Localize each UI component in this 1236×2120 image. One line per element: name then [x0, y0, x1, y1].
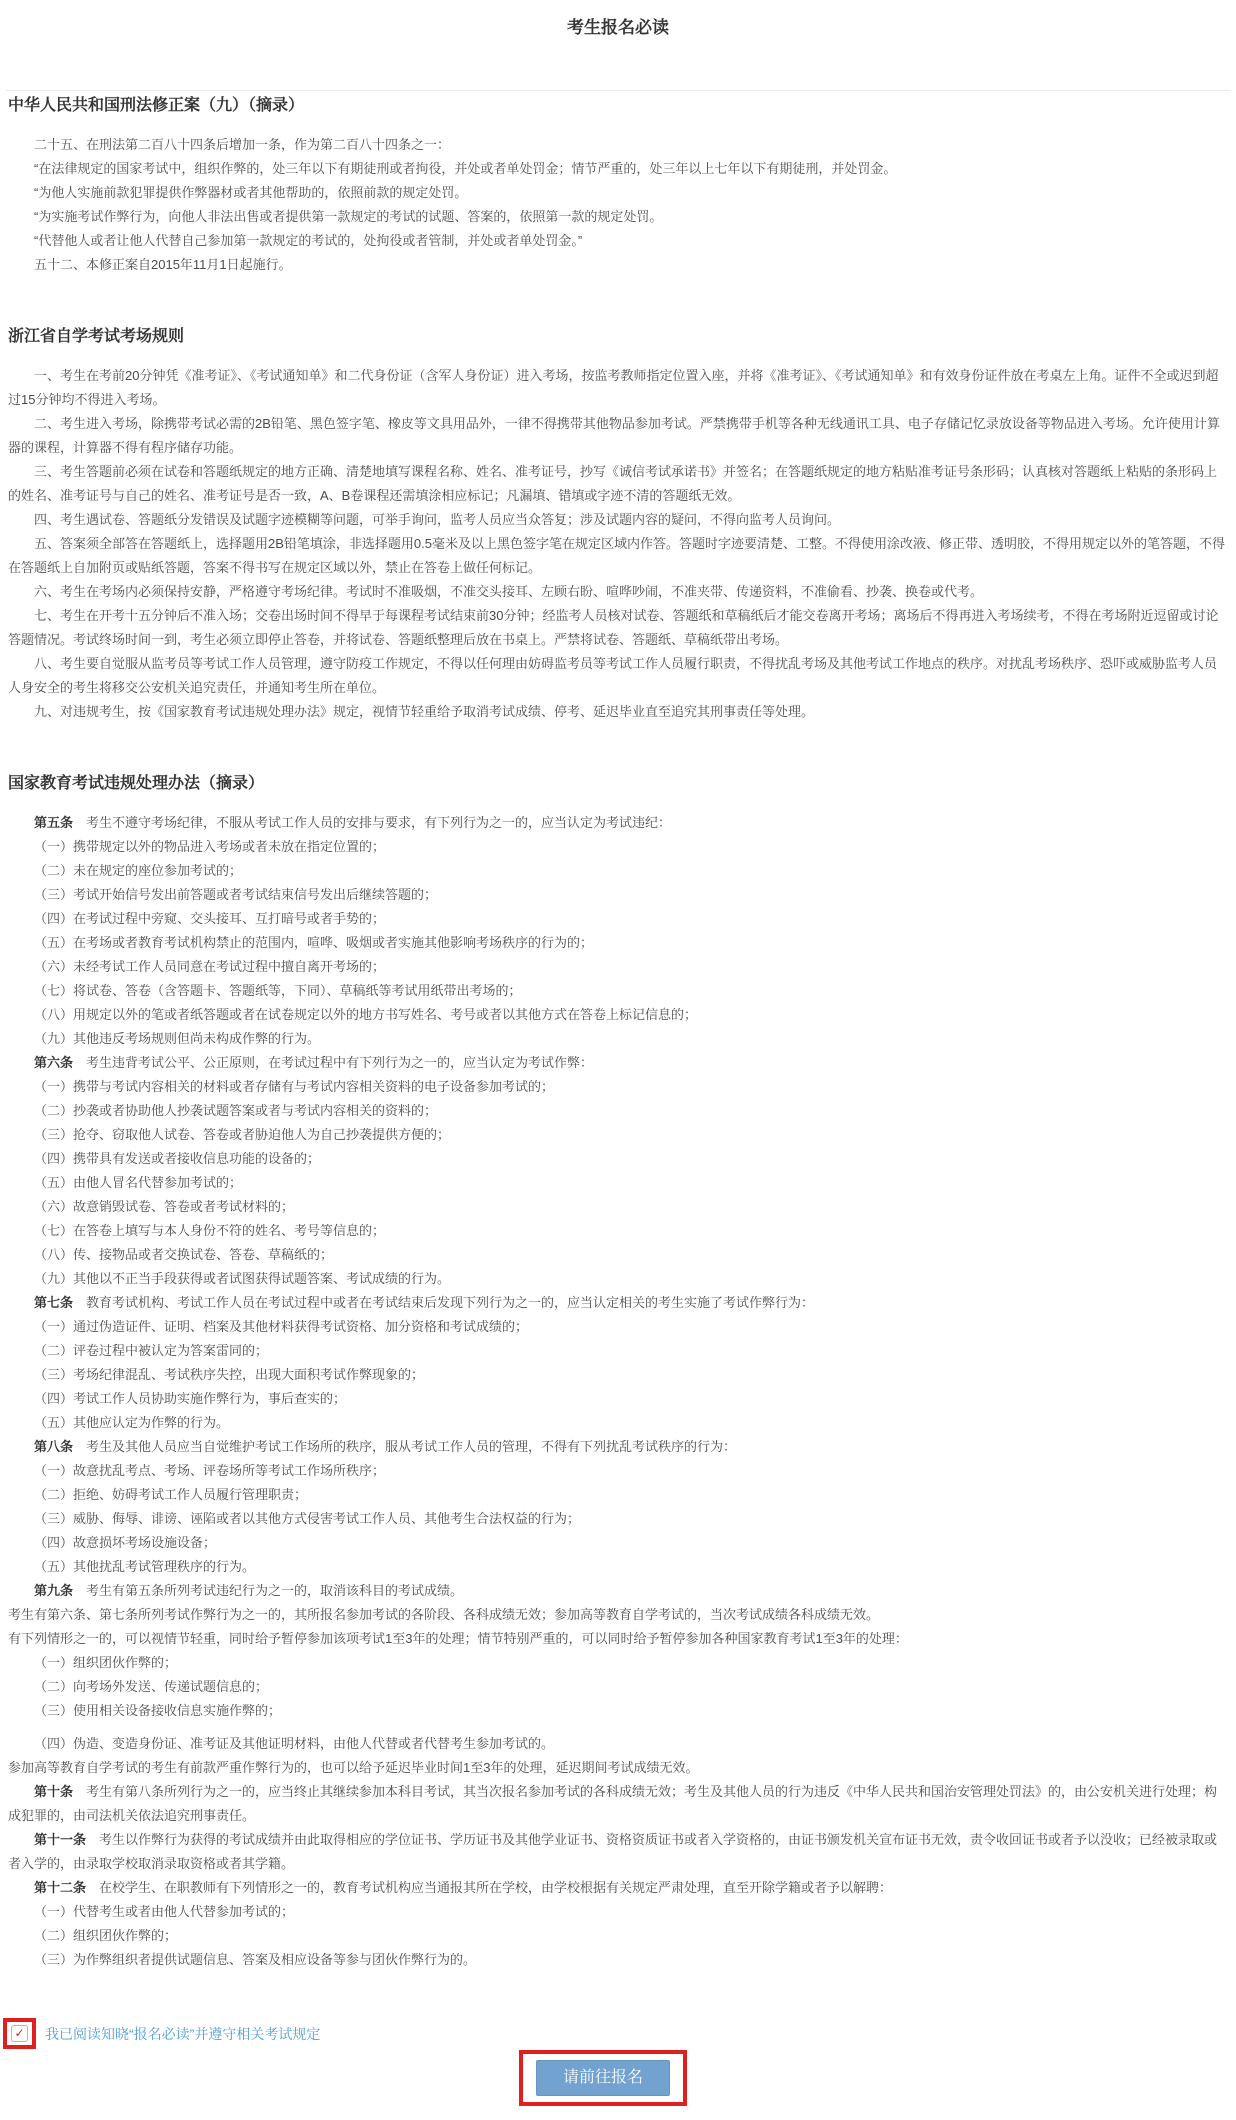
paragraph: （四）伪造、变造身份证、准考证及其他证明材料，由他人代替或者代替考生参加考试的。 — [34, 1736, 555, 1751]
article-number: 第七条 — [34, 1295, 74, 1310]
paragraph: 五、答案须全部答在答题纸上，选择题用2B铅笔填涂，非选择题用0.5毫米及以上黑色签字笔在规定区域内作答。答题时字迹要清楚、工整。不得使用涂改液、修正带、透明胶，不得用规定以外的笔答题，不得在答题纸上自加附页或贴纸答题，答案不得书写在规定区域以外，禁止在答卷上做任何标记。 — [8, 536, 1225, 575]
paragraph: 第八条 考生及其他人员应当自觉维护考试工作场所的秩序，服从考试工作人员的管理，不得有下列扰乱考试秩序的行为： — [34, 1439, 737, 1454]
paragraph: （六）未经考试工作人员同意在考试过程中擅自离开考场的； — [34, 959, 386, 974]
paragraph: （一）携带规定以外的物品进入考场或者未放在指定位置的； — [34, 839, 386, 854]
article-number: 第十条 — [34, 1784, 74, 1799]
paragraph: 九、对违规考生，按《国家教育考试违规处理办法》规定，视情节轻重给予取消考试成绩、停考、延迟毕业直至追究其刑事责任等处理。 — [34, 704, 815, 719]
paragraph: 八、考生要自觉服从监考员等考试工作人员管理，遵守防疫工作规定，不得以任何理由妨碍监考员等考试工作人员履行职责，不得扰乱考场及其他考试工作地点的秩序。对扰乱考场秩序、恐吓或威胁监考人员人身安全的考生将移交公安机关追究责任，并通知考生所在单位。 — [8, 656, 1218, 695]
article-number: 第十一条 — [34, 1832, 87, 1847]
article-number: 第十二条 — [34, 1880, 87, 1895]
paragraph: “代替他人或者让他人代替自己参加第一款规定的考试的，处拘役或者管制，并处或者单处罚金。” — [34, 233, 583, 248]
paragraph: （一）故意扰乱考点、考场、评卷场所等考试工作场所秩序； — [34, 1463, 386, 1478]
article-number: 第六条 — [34, 1055, 74, 1070]
checkbox-highlight-box — [3, 2018, 36, 2049]
paragraph: （二）组织团伙作弊的； — [34, 1928, 178, 1943]
section-heading: 浙江省自学考试考场规则 — [8, 328, 185, 345]
article-number: 第五条 — [34, 815, 74, 830]
paragraph: 一、考生在考前20分钟凭《准考证》、《考试通知单》和二代身份证（含军人身份证）进入考场，按监考教师指定位置入座，并将《准考证》、《考试通知单》和有效身份证件放在考桌左上角。证件不全或迟到超过15分钟均不得进入考场。 — [8, 368, 1219, 407]
paragraph: 三、考生答题前必须在试卷和答题纸规定的地方正确、清楚地填写课程名称、姓名、准考证号，抄写《诚信考试承诺书》并签名；在答题纸规定的地方粘贴准考证号条形码；认真核对答题纸上粘贴的条形码上的姓名、准考证号与自己的姓名、准考证号是否一致，A、B卷课程还需填涂相应标记；凡漏填、错填或字迹不清的答题纸无效。 — [8, 464, 1218, 503]
paragraph: （三）考场纪律混乱、考试秩序失控，出现大面积考试作弊现象的； — [34, 1367, 425, 1382]
paragraph: （七）在答卷上填写与本人身份不符的姓名、考号等信息的； — [34, 1223, 386, 1238]
paragraph: （四）在考试过程中旁窥、交头接耳、互打暗号或者手势的； — [34, 911, 386, 926]
paragraph: “为实施考试作弊行为，向他人非法出售或者提供第一款规定的考试的试题、答案的，依照第一款的规定处罚。 — [34, 209, 663, 224]
paragraph: 第十一条 考生以作弊行为获得的考试成绩并由此取得相应的学位证书、学历证书及其他学业证书、资格资质证书或者入学资格的，由证书颁发机关宣布证书无效，责令收回证书或者予以没收；已经被录取或者入学的，由录取学校取消录取资格或者其学籍。 — [8, 1832, 1218, 1871]
paragraph: 参加高等教育自学考试的考生有前款严重作弊行为的，也可以给予延迟毕业时间1至3年的处理，延迟期间考试成绩无效。 — [8, 1760, 699, 1775]
paragraph: （一）代替考生或者由他人代替参加考试的； — [34, 1904, 295, 1919]
paragraph: （二）评卷过程中被认定为答案雷同的； — [34, 1343, 269, 1358]
paragraph: （四）携带具有发送或者接收信息功能的设备的； — [34, 1151, 321, 1166]
agree-checkbox-label[interactable]: 我已阅读知晓“报名必读”并遵守相关考试规定 — [45, 2025, 321, 2042]
paragraph: 第十二条 在校学生、在职教师有下列情形之一的，教育考试机构应当通报其所在学校，由学校根据有关规定严肃处理，直至开除学籍或者予以解聘： — [34, 1880, 893, 1895]
paragraph: 第九条 考生有第五条所列考试违纪行为之一的，取消该科目的考试成绩。 — [34, 1583, 464, 1598]
paragraph: 四、考生遇试卷、答题纸分发错误及试题字迹模糊等问题，可举手询问，监考人员应当众答复；涉及试题内容的疑问，不得向监考人员询问。 — [34, 512, 841, 527]
paragraph: （四）考试工作人员协助实施作弊行为，事后查实的； — [34, 1391, 347, 1406]
paragraph: “在法律规定的国家考试中，组织作弊的，处三年以下有期徒刑或者拘役，并处或者单处罚金；情节严重的，处三年以上七年以下有期徒刑，并处罚金。 — [34, 161, 897, 176]
paragraph: （三）考试开始信号发出前答题或者考试结束信号发出后继续答题的； — [34, 887, 438, 902]
agreement-footer — [0, 2018, 1236, 2120]
paragraph: （一）携带与考试内容相关的材料或者存储有与考试内容相关资料的电子设备参加考试的； — [34, 1079, 555, 1094]
paragraph: 第五条 考生不遵守考场纪律，不服从考试工作人员的安排与要求，有下列行为之一的，应当认定为考试违纪： — [34, 815, 672, 830]
agree-checkbox[interactable] — [11, 2025, 28, 2042]
paragraph: 第十条 考生有第八条所列行为之一的，应当终止其继续参加本科目考试，其当次报名参加考试的各科成绩无效；考生及其他人员的行为违反《中华人民共和国治安管理处罚法》的，由公安机关进行处理；构成犯罪的，由司法机关依法追究刑事责任。 — [8, 1784, 1218, 1823]
paragraph: 七、考生在开考十五分钟后不准入场；交卷出场时间不得早于每课程考试结束前30分钟；经监考人员核对试卷、答题纸和草稿纸后才能交卷离开考场；离场后不得再进入考场续考，不得在考场附近逗留或讨论答题情况。考试终场时间一到，考生必须立即停止答卷，并将试卷、答题纸整理后放在书桌上。严禁将试卷、答题纸、草稿纸带出考场。 — [8, 608, 1219, 647]
go-register-button[interactable]: 请前往报名 — [536, 2060, 670, 2096]
paragraph: （一）组织团伙作弊的； — [34, 1655, 178, 1670]
article-number: 第九条 — [34, 1583, 74, 1598]
rules-section — [8, 327, 1228, 724]
paragraph: （八）传、接物品或者交换试卷、答卷、草稿纸的； — [34, 1247, 334, 1262]
section-heading: 中华人民共和国刑法修正案（九）（摘录） — [8, 97, 305, 114]
article-number: 第八条 — [34, 1439, 74, 1454]
checkmark-icon: ✓ — [14, 2025, 25, 2040]
paragraph: 第七条 教育考试机构、考试工作人员在考试过程中或者在考试结束后发现下列行为之一的，应当认定相关的考生实施了考试作弊行为： — [34, 1295, 815, 1310]
rules-section — [8, 774, 1228, 1972]
paragraph: （一）通过伪造证件、证明、档案及其他材料获得考试资格、加分资格和考试成绩的； — [34, 1319, 529, 1334]
paragraph: 有下列情形之一的，可以视情节轻重，同时给予暂停参加该项考试1至3年的处理；情节特别严重的，可以同时给予暂停参加各种国家教育考试1至3年的处理： — [8, 1631, 908, 1646]
agree-row — [3, 2018, 1236, 2049]
paragraph: 六、考生在考场内必须保持安静，严格遵守考场纪律。考试时不准吸烟，不准交头接耳、左顾右盼、喧哗吵闹，不准夹带、传递资料，不准偷看、抄袭、换卷或代考。 — [34, 584, 984, 599]
paragraph: 二十五、在刑法第二百八十四条后增加一条，作为第二百八十四条之一： — [34, 137, 451, 152]
paragraph: 第六条 考生违背考试公平、公正原则，在考试过程中有下列行为之一的，应当认定为考试作弊： — [34, 1055, 594, 1070]
paragraph: （五）其他扰乱考试管理秩序的行为。 — [34, 1559, 256, 1574]
button-row — [0, 2050, 1221, 2106]
paragraph: （四）故意损坏考场设施设备； — [34, 1535, 217, 1550]
paragraph: （二）抄袭或者协助他人抄袭试题答案或者与考试内容相关的资料的； — [34, 1103, 438, 1118]
paragraph: （五）在考场或者教育考试机构禁止的范围内，喧哗、吸烟或者实施其他影响考场秩序的行为的； — [34, 935, 594, 950]
paragraph: （五）由他人冒名代替参加考试的； — [34, 1175, 243, 1190]
paragraph: （二）向考场外发送、传递试题信息的； — [34, 1679, 269, 1694]
paragraph: （九）其他以不正当手段获得或者试图获得试题答案、考试成绩的行为。 — [34, 1271, 451, 1286]
paragraph: 考生有第六条、第七条所列考试作弊行为之一的，其所报名参加考试的各阶段、各科成绩无效；参加高等教育自学考试的，当次考试成绩各科成绩无效。 — [8, 1607, 880, 1622]
paragraph: （三）为作弊组织者提供试题信息、答案及相应设备等参与团伙作弊行为的。 — [34, 1952, 477, 1967]
paragraph: （七）将试卷、答卷（含答题卡、答题纸等，下同）、草稿纸等考试用纸带出考场的； — [34, 983, 522, 998]
section-heading: 国家教育考试违规处理办法（摘录） — [8, 775, 265, 792]
paragraph: （六）故意销毁试卷、答卷或者考试材料的； — [34, 1199, 295, 1214]
paragraph: 五十二、本修正案自2015年11月1日起施行。 — [34, 257, 292, 272]
button-highlight-box — [519, 2050, 687, 2106]
page-title: 考生报名必读 — [567, 18, 669, 37]
paragraph: （三）威胁、侮辱、诽谤、诬陷或者以其他方式侵害考试工作人员、其他考生合法权益的行为； — [34, 1511, 581, 1526]
paragraph: （九）其他违反考场规则但尚未构成作弊的行为。 — [34, 1031, 321, 1046]
paragraph: （二）未在规定的座位参加考试的； — [34, 863, 243, 878]
paragraph: （三）使用相关设备接收信息实施作弊的； — [34, 1703, 282, 1718]
paragraph: （五）其他应认定为作弊的行为。 — [34, 1415, 230, 1430]
paragraph: 二、考生进入考场，除携带考试必需的2B铅笔、黑色签字笔、橡皮等文具用品外，一律不得携带其他物品参加考试。严禁携带手机等各种无线通讯工具、电子存储记忆录放设备等物品进入考场。允许使用计算器的课程，计算器不得有程序储存功能。 — [8, 416, 1220, 455]
paragraph: （八）用规定以外的笔或者纸答题或者在试卷规定以外的地方书写姓名、考号或者以其他方式在答卷上标记信息的； — [34, 1007, 698, 1022]
paragraph: （三）抢夺、窃取他人试卷、答卷或者胁迫他人为自己抄袭提供方便的； — [34, 1127, 451, 1142]
paragraph: （二）拒绝、妨碍考试工作人员履行管理职责； — [34, 1487, 308, 1502]
rules-section — [8, 96, 1228, 277]
notice-content — [6, 90, 1230, 1972]
paragraph: “为他人实施前款犯罪提供作弊器材或者其他帮助的，依照前款的规定处罚。 — [34, 185, 468, 200]
